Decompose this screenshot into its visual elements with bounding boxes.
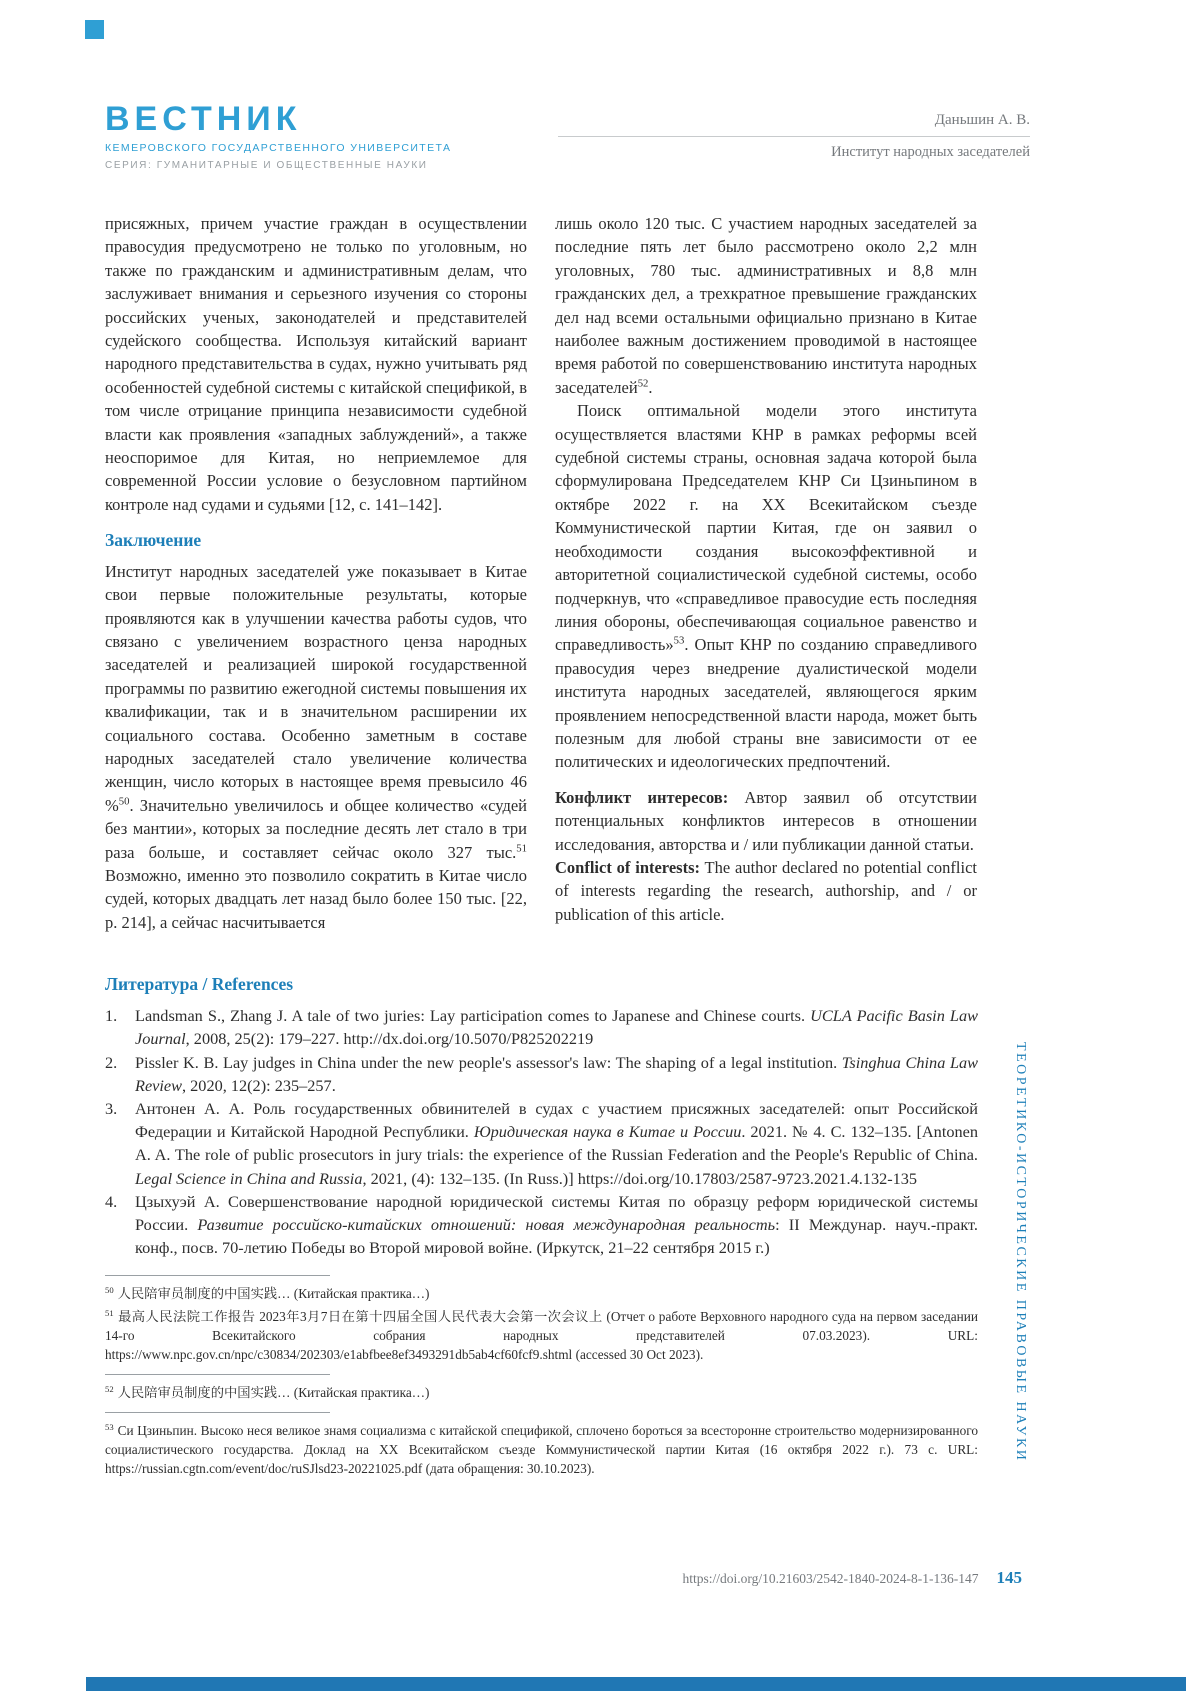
footnote-text: 最高人民法院工作报告 2023年3月7日在第十四届全国人民代表大会第一次会议上 (Отчет о работе Верховного народного суда на первом заседании 14-го Всекитайского собрания народных представителей 07.03.2023). URL: https://www.npc.gov.cn/npc/c30834/202303/e1abfbee8ef3493291db5ab4cf60fcf9.shtml (accessed 30 Oct 2023).: [105, 1309, 978, 1363]
page-footer: [683, 1568, 1023, 1588]
conflict-of-interest-ru: Конфликт интересов: Автор заявил об отсутствии потенциальных конфликтов интересов в отношении исследования, авторства и / или публикации данной статьи.: [555, 787, 977, 854]
article-doi: https://doi.org/10.21603/2542-1840-2024-8-1-136-147: [682, 1571, 979, 1586]
footnote-number: 51: [105, 1308, 114, 1318]
running-head: [558, 112, 1030, 161]
bottom-accent-bar: [86, 1677, 1186, 1691]
page-number: 145: [996, 1568, 1022, 1587]
footnote-separator: [105, 1275, 330, 1276]
footnote-text: 人民陪审员制度的中国实践… (Китайская практика…): [117, 1286, 430, 1302]
conflict-of-interest-en: Conflict of interests: The author declared no potential conflict of interests regarding the research, authorship, and / or publication of this article.: [555, 857, 977, 924]
references-section: [105, 974, 978, 1259]
reference-text: Цзыхуэй А. Совершенствование народной юридической системы Китая по образцу реформ юридической системы России. Развитие российско-китайских отношений: новая международная реальность: II Междунар. науч.-практ. конф., посв. 70-летию Победы во Второй мировой войне. (Иркутск, 21–22 сентября 2015 г.): [135, 1191, 979, 1258]
right-column: [555, 212, 977, 934]
journal-logo: ВЕСТНИК: [105, 100, 302, 138]
footnote-number: 50: [105, 1285, 114, 1295]
reference-item: [105, 1004, 978, 1050]
paragraph-reform: Поиск оптимальной модели этого института осуществляется властями КНР в рамках реформы всей судебной системы страны, основная задача которой была сформулирована Председателем КНР Си Цзиньпином в октябре 2022 г. на XX Всекитайском съезде Коммунистической партии Китая, где он заявил о необходимости создания высокоэффективной и авторитетной социалистической судебной системы, особо подчеркнув, что «справедливое правосудие есть последняя линия обороны, обеспечивающая социальное равенство и справедливость»$^{53}$. Опыт КНР по созданию справедливого правосудия через внедрение дуалистической модели института народных заседателей, являющегося ярким проявлением непосредственной власти народа, может быть полезным для любой страны вне зависимости от ее политических и идеологических предпочтений.: [555, 401, 977, 772]
section-vertical-label: ТЕОРЕТИКО-ИСТОРИЧЕСКИЕ ПРАВОВЫЕ НАУКИ: [1013, 1042, 1028, 1463]
reference-text: Антонен А. А. Роль государственных обвинителей в судах с участием присяжных заседателей: опыт Российской Федерации и Китайской Народной Республики. Юридическая наука в Китае и России. 2021. № 4. С. 132–135. [Antonen A. A. The role of public prosecutors in jury trials: the experience of the Russian Federation and the People's Republic of China. Legal Science in China and Russia, 2021, (4): 132–135. (In Russ.)] https://doi.org/10.17803/2587-9723.2021.4.132-135: [135, 1099, 978, 1188]
footnote-separator: [105, 1374, 330, 1375]
reference-item: [105, 1051, 978, 1097]
footnotes-section: [105, 1275, 978, 1478]
footnote-number: 53: [105, 1422, 114, 1432]
references-heading: Литература / References: [105, 974, 294, 995]
reference-number: 3.: [105, 1099, 118, 1118]
left-column: [105, 212, 527, 934]
footnote-item: [105, 1284, 978, 1303]
reference-text: Pissler K. B. Lay judges in China under the new people's assessor's law: The shaping of a legal institution. Tsinghua China Law Review, 2020, 12(2): 235–257.: [135, 1052, 979, 1095]
conclusion-heading: Заключение: [105, 530, 202, 551]
footnote-text: 人民陪审员制度的中国实践… (Китайская практика…): [117, 1385, 430, 1401]
paragraph-statistics: лишь около 120 тыс. С участием народных заседателей за последние пять лет было рассмотрено около 2,2 млн уголовных, 780 тыс. административных и 8,8 млн гражданских дел, а трехкратное превышение гражданских дел над всеми остальными официально признано в Китае наиболее важным достижением проводимой в настоящее время работой по совершенствованию института народных заседателей$^{52}$.: [555, 214, 977, 397]
running-head-author: Даньшин А. В.: [934, 112, 1030, 128]
footnote-item: [105, 1307, 978, 1364]
journal-logo-block: [105, 100, 451, 171]
paragraph-conclusion: Институт народных заседателей уже показывает в Китае свои первые положительные результаты, которые проявляются как в улучшении качества работы судов, что связано с увеличением возрастного ценза народных заседателей и реализацией широкой государственной программы по развитию ежегодной системы повышения их квалификации, так и в значительном расширении их социального состава. Особенно заметным в составе народных заседателей стало увеличение количества женщин, число которых в настоящее время превысило 46 %$^{50}$. Значительно увеличилось и общее количество «судей без мантии», которых за последние десять лет стало в три раза больше, и составляет сейчас около 327 тыс.$^{51}$ Возможно, именно это позволило сократить в Китае число судей, которых двадцать лет назад было более 150 тыс. [22, p. 214], а сейчас насчитывается: [105, 561, 527, 932]
footnote-number: 52: [105, 1384, 114, 1394]
two-column-text: [105, 212, 978, 934]
reference-number: 1.: [105, 1006, 118, 1026]
corner-marker: [85, 20, 104, 39]
running-head-title: Институт народных заседателей: [831, 144, 1030, 160]
journal-subtitle: КЕМЕРОВСКОГО ГОСУДАРСТВЕННОГО УНИВЕРСИТЕТА: [105, 142, 452, 154]
footnote-separator: [105, 1412, 330, 1413]
journal-series: СЕРИЯ: ГУМАНИТАРНЫЕ И ОБЩЕСТВЕННЫЕ НАУКИ: [105, 160, 428, 171]
reference-text: Landsman S., Zhang J. A tale of two juries: Lay participation comes to Japanese and Chinese courts. UCLA Pacific Basin Law Journal, 2008, 25(2): 179–227. http://dx.doi.org/10.5070/P825202219: [135, 1006, 978, 1049]
paragraph-continuation: присяжных, причем участие граждан в осуществлении правосудия предусмотрено не только по уголовным, но также по гражданским и административным делам, что заслуживает внимания и серьезного изучения со стороны российских ученых, законодателей и представителей судейского сообщества. Используя китайский вариант народного представительства в судах, нужно учитывать ряд особенностей судебной системы с китайской спецификой, в том числе отрицание принципа независимости судебной власти как проявления «западных заблуждений», а также неоспоримое для Китая, но неприемлемое для современной России условие о безусловном партийном контроле над судами и судьями [12, с. 141–142].: [105, 214, 527, 514]
reference-item: [105, 1097, 978, 1190]
reference-item: [105, 1190, 978, 1260]
reference-number: 2.: [105, 1052, 118, 1072]
footnote-text: Си Цзиньпин. Высоко неся великое знамя социализма с китайской спецификой, сплочено бороться за всесторонне строительство модернизированного социалистического государства. Доклад на XX Всекитайском съезде Коммунистической партии Китая (16 октября 2022 г.). 73 с. URL: https://russian.cgtn.com/event/doc/ruSJlsd23-20221025.pdf (дата обращения: 30.10.2023).: [105, 1423, 978, 1477]
reference-number: 4.: [105, 1191, 118, 1211]
footnote-item: [105, 1383, 978, 1402]
footnote-item: [105, 1421, 978, 1478]
